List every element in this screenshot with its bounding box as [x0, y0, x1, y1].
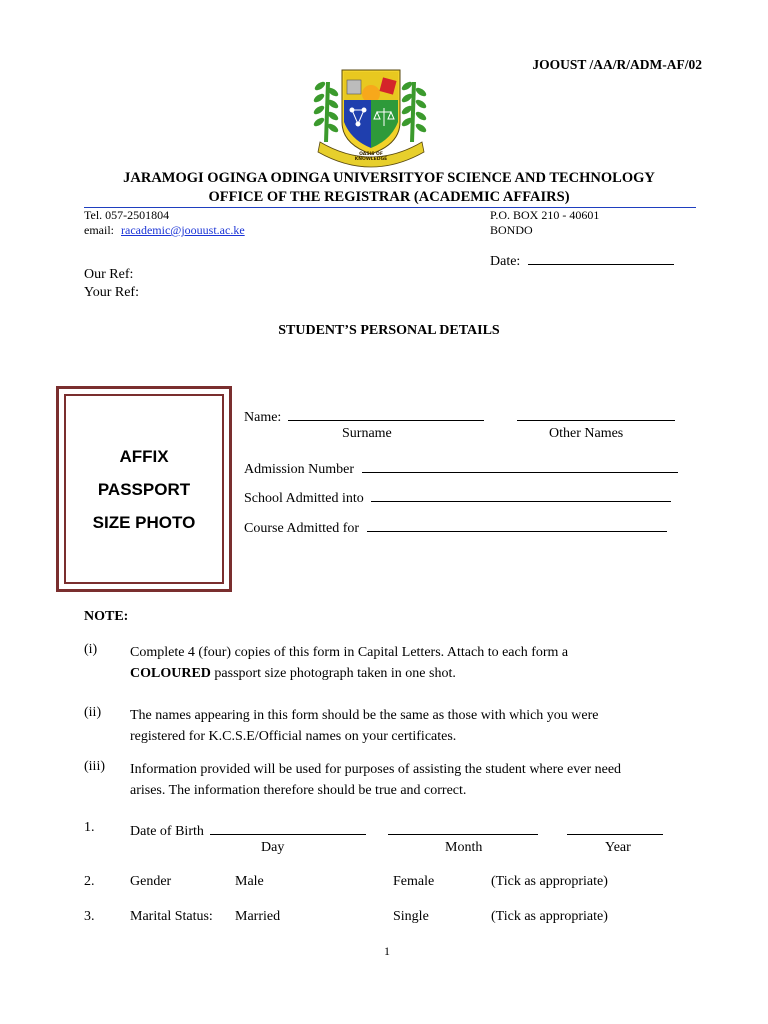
date-label: Date:	[490, 254, 521, 269]
dob-label: Date of Birth	[130, 824, 204, 839]
email-link[interactable]: racademic@joouust.ac.ke	[121, 223, 245, 237]
admission-number-label: Admission Number	[244, 462, 355, 477]
university-logo	[306, 64, 436, 172]
dob-year-caption: Year	[605, 840, 631, 855]
po-box: P.O. BOX 210 - 40601	[490, 208, 600, 222]
form-title: STUDENT’S PERSONAL DETAILS	[278, 323, 500, 338]
note-2-number: (ii)	[84, 705, 102, 720]
your-ref: Your Ref:	[84, 285, 139, 300]
note-3-line-2: arises. The information therefore should be true and correct.	[130, 783, 467, 798]
dob-month-blank[interactable]	[388, 820, 538, 835]
gender-number: 2.	[84, 874, 95, 889]
school-admitted-label: School Admitted into	[244, 491, 364, 506]
note-2-line-2: registered for K.C.S.E/Official names on your certificates.	[130, 729, 457, 744]
dob-day-caption: Day	[261, 840, 285, 855]
note-heading: NOTE:	[84, 609, 129, 624]
passport-photo-box	[56, 386, 232, 592]
photo-text-line-1: AFFIX	[119, 446, 169, 466]
page-number: 1	[384, 944, 390, 958]
course-admitted-label: Course Admitted for	[244, 521, 360, 536]
photo-text-line-3: SIZE PHOTO	[92, 512, 196, 532]
date-blank[interactable]	[528, 250, 674, 265]
dob-month-caption: Month	[445, 840, 483, 855]
university-name: JARAMOGI OGINGA ODINGA UNIVERSITYOF SCIENCE AND TECHNOLOGY	[123, 170, 655, 186]
name-row	[244, 406, 675, 426]
surname-blank[interactable]	[288, 406, 484, 421]
gender-label: Gender	[130, 874, 172, 889]
course-admitted-blank[interactable]	[367, 517, 667, 532]
admission-number-blank[interactable]	[362, 458, 678, 473]
other-names-caption: Other Names	[549, 426, 624, 441]
other-names-blank[interactable]	[517, 406, 675, 421]
note-1-line-1: Complete 4 (four) copies of this form in Capital Letters. Attach to each form a	[130, 645, 569, 660]
note-1-line-2: passport size photograph taken in one shot.	[210, 666, 456, 681]
passport-photo-frame	[64, 394, 224, 584]
email-line	[84, 223, 245, 238]
our-ref: Our Ref:	[84, 267, 134, 282]
dob-row	[130, 820, 663, 840]
photo-text-line-2: PASSPORT	[97, 479, 191, 499]
school-admitted-row	[244, 487, 671, 507]
town: BONDO	[490, 223, 533, 237]
note-2-text	[130, 705, 599, 747]
note-1-text	[130, 642, 568, 684]
surname-caption: Surname	[342, 426, 392, 441]
dob-day-blank[interactable]	[210, 820, 366, 835]
logo-motto: OASIS OF KNOWLEDGE	[354, 152, 388, 162]
marital-option-single[interactable]: Single	[393, 909, 429, 924]
email-label: email:	[84, 223, 114, 237]
telephone: Tel. 057-2501804	[84, 208, 170, 222]
marital-number: 3.	[84, 909, 95, 924]
marital-option-married[interactable]: Married	[235, 909, 281, 924]
header-rule	[84, 207, 696, 208]
school-admitted-blank[interactable]	[371, 487, 671, 502]
admission-number-row	[244, 458, 678, 478]
note-3-number: (iii)	[84, 759, 105, 774]
note-1-bold: COLOURED	[130, 666, 211, 681]
gender-option-female[interactable]: Female	[393, 874, 435, 889]
marital-hint: (Tick as appropriate)	[491, 909, 608, 924]
form-reference: JOOUST /AA/R/ADM-AF/02	[532, 57, 702, 72]
note-1-number: (i)	[84, 642, 98, 657]
dob-year-blank[interactable]	[567, 820, 663, 835]
date-field	[490, 250, 674, 270]
gender-hint: (Tick as appropriate)	[491, 874, 608, 889]
marital-label: Marital Status:	[130, 909, 213, 924]
note-2-line-1: The names appearing in this form should be the same as those with which you were	[130, 708, 599, 723]
name-label: Name:	[244, 410, 282, 425]
gender-option-male[interactable]: Male	[235, 874, 264, 889]
note-3-text	[130, 759, 621, 801]
office-name: OFFICE OF THE REGISTRAR (ACADEMIC AFFAIRS)	[208, 189, 570, 205]
dob-number: 1.	[84, 820, 95, 835]
note-3-line-1: Information provided will be used for purposes of assisting the student where ever need	[130, 762, 622, 777]
course-admitted-row	[244, 517, 667, 537]
